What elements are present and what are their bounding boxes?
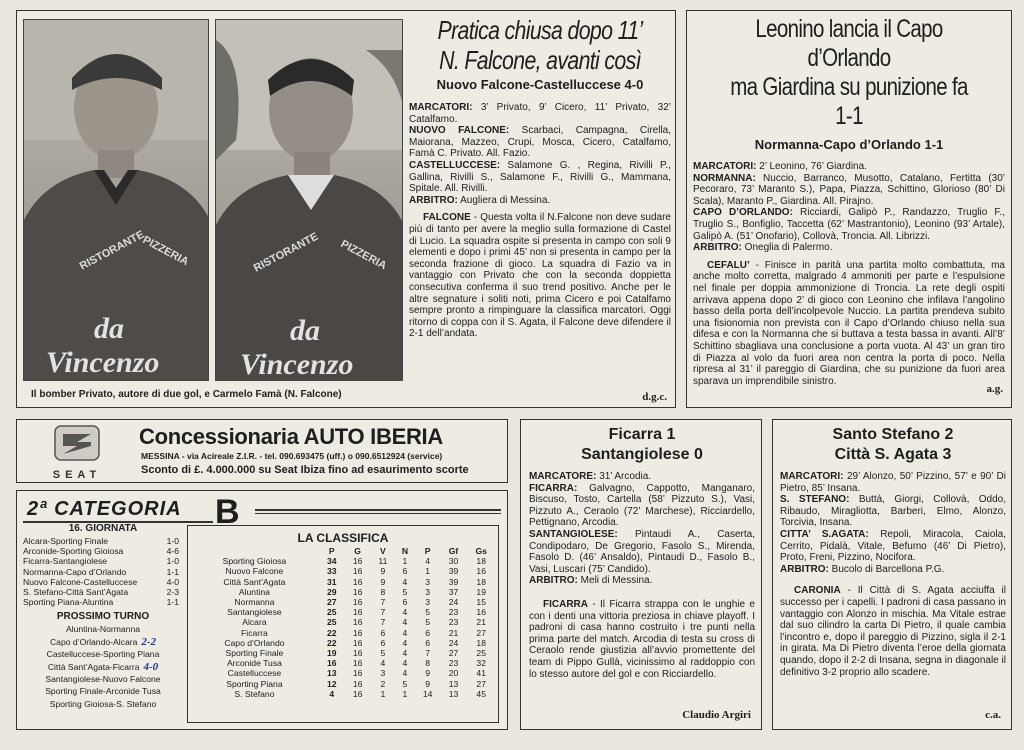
round-title: 16. GIORNATA xyxy=(68,523,138,534)
match-subhead: Nuovo Falcone-Castelluccese 4-0 xyxy=(436,77,644,92)
result-match: Arconide-Sporting Gioiosa xyxy=(23,546,124,557)
standings-team: Capo d’Orlando xyxy=(224,637,285,648)
result-score: 1-1 xyxy=(166,597,179,608)
standings-stat: 16 xyxy=(352,556,363,567)
standings-stat: 30 xyxy=(448,556,459,567)
standings-stat: 3 xyxy=(380,668,386,679)
standings-stat: 7 xyxy=(380,597,386,608)
result-row xyxy=(23,567,179,577)
headline: Ficarra 1 Santangiolese 0 xyxy=(581,426,703,463)
standings-column-header: P xyxy=(424,546,431,556)
standings-points: 16 xyxy=(326,658,337,669)
standings-stat: 16 xyxy=(352,668,363,679)
standings-stat: 7 xyxy=(380,607,386,618)
next-round-title: PROSSIMO TURNO xyxy=(56,611,150,623)
standings-stat: 11 xyxy=(378,556,388,567)
author-signature: c.a. xyxy=(985,709,1001,721)
standings-stat: 6 xyxy=(402,597,408,608)
standings-stat: 9 xyxy=(380,566,386,577)
standings-stat: 19 xyxy=(476,586,486,597)
article-body: FALCONE - Questa volta il N.Falcone non deve sudare più di tanto per avere la meglio sulla formazione di Castel di Lucio. La squadra ospite si presenta in campo con soli 9 elementi e dopo i primi 45’ non si presenta in campo per la seconda frazione di gioco. La squadra di Fazio va in vantaggio con Privato che con la seconda doppietta consecutiva conferma il suo trend positivo. Anche per le altre segnature i soliti noti, prima Cicero e poi Catalfamo sempre pronto a rimpinguare la classifica marcatori. Oggi ritorno di coppa con il S. Agata, il Falcone deve difendere il 2-1 dell’andata. xyxy=(409,212,671,340)
standings-stat: 7 xyxy=(380,617,386,628)
result-match: Alcara-Sporting Finale xyxy=(23,536,109,546)
result-score: 1-1 xyxy=(166,566,179,577)
standings-stat: 16 xyxy=(352,617,363,628)
standings-stat: 41 xyxy=(476,668,486,679)
standings-stat: 16 xyxy=(352,627,363,638)
result-row xyxy=(23,587,179,597)
standings-team: Aluntina xyxy=(238,586,270,597)
result-score: 1-0 xyxy=(166,536,179,546)
standings-points: 22 xyxy=(326,637,337,648)
standings-row xyxy=(190,617,496,627)
standings-stat: 16 xyxy=(352,658,363,669)
ad-title: Concessionaria AUTO IBERIA xyxy=(139,424,443,449)
standings-team: Alcara xyxy=(242,617,267,628)
standings-points: 27 xyxy=(326,597,337,608)
standings-stat: 16 xyxy=(352,566,363,577)
author-signature: d.g.c. xyxy=(642,391,667,403)
svg-text:RISTORANTE: RISTORANTE xyxy=(77,228,147,273)
standings-table xyxy=(190,546,496,699)
category-header: 2ª CATEGORIA B xyxy=(23,495,501,529)
standings-stat: 14 xyxy=(422,688,433,699)
author-signature: Claudio Argiri xyxy=(682,709,751,721)
standings-stat: 16 xyxy=(476,607,486,618)
lineups: MARCATORE: 31’ Arcodia. FICARRA: Galvagno, Cappotto, Manganaro, Biscuso, Tosto, Cartella (58’ Pizzuto S.), Vasi, Pizzuto A., Ceraolo (72’ Marchese), Ricciardello, Pettignano, Arcodia. SANTANGIOLESE: Pintaudi A., Caserta, Condipodaro, De Gregorio, Fasolo S., Mirenda, Fasolo D. (46’ Ansaldo), Pintaudi D., Fasolo B., Vasi, Luscari (75’ Candido). ARBITRO: Meli di Messina. xyxy=(529,471,756,587)
standings-row xyxy=(190,658,496,668)
standings-stat: 4 xyxy=(402,668,408,679)
article-ficarra xyxy=(520,419,762,730)
seat-logo-icon xyxy=(39,424,115,464)
svg-text:PIZZERIA: PIZZERIA xyxy=(140,234,191,269)
standings-column-header: P xyxy=(328,546,335,556)
standings-stat: 3 xyxy=(425,597,430,608)
article-normanna xyxy=(686,10,1012,408)
standings-stat: 16 xyxy=(352,586,363,597)
standings-row xyxy=(190,628,496,638)
standings-stat: 21 xyxy=(448,627,459,638)
result-row xyxy=(23,577,179,587)
standings-row xyxy=(190,597,496,607)
standings-stat: 1 xyxy=(425,566,430,577)
standings-team: Castelluccese xyxy=(227,668,282,679)
article-body: CEFALU’ - Finisce in parità una partita molto combattuta, ma anche molto corretta, malgrado 4 ammoniti per parte e l’espulsione nel finale per doppia ammonizione di Troncia. La rete degli ospiti arrivava appena dopo 2’ di gioco con Leonino che infilava l’angolino basso della porta dell’incolpevole Nuccio. La partita prendeva subito una fisionomia non prevista con il Capo d’Orlando chiuso nella sua difesa e con la Normanna che si buttava a testa bassa in avanti. All’8’ Schittino sbagliava una conclusione a porta vuota. Al 43’ un gran tiro di Piazza al volo da fuori area non centra la porta di poco. Nella ripresa al 31’ il pareggio di Giardina, che su punizione da fuori area sparava un imprendibile sinistro. xyxy=(693,259,1005,387)
result-score: 4-6 xyxy=(166,546,179,557)
svg-text:Vincenzo: Vincenzo xyxy=(46,346,160,379)
standings-points: 33 xyxy=(326,566,337,577)
next-match: Castelluccese-Sporting Piana xyxy=(46,649,160,660)
standings-stat: 23 xyxy=(448,607,459,618)
standings-stat: 13 xyxy=(448,688,459,699)
standings-column-header: G xyxy=(354,546,361,556)
result-match: Nuovo Falcone-Castelluccese xyxy=(23,576,138,587)
standings-stat: 16 xyxy=(476,566,486,577)
headline: Leonino lancia il Capo d’Orlando ma Giardina su punizione fa 1-1 xyxy=(730,15,968,130)
standings-stat: 3 xyxy=(425,576,430,587)
results-table xyxy=(23,536,179,607)
standings-stat: 18 xyxy=(476,556,486,567)
standings-row xyxy=(190,556,496,566)
standings-stat: 23 xyxy=(448,658,459,669)
standings-row xyxy=(190,607,496,617)
standings-panel xyxy=(187,525,499,723)
standings-column-header: Gs xyxy=(475,546,487,556)
standings-stat: 4 xyxy=(402,627,408,638)
category-standings xyxy=(16,490,508,730)
standings-stat: 1 xyxy=(380,688,386,699)
lineups: MARCATORI: 2’ Leonino, 76’ Giardina. NORMANNA: Nuccio, Barranco, Musotto, Catalano, Fertitta (30’ Pecoraro, 73’ Maranto S.), Papa, Piazza, Schittino, Glorioso (80’ Di Scala), Maranto P., Giardina. All. Pirajno. CAPO D’ORLANDO: Ricciardi, Galipò P., Randazzo, Truglio F., Truglio S., Bonfiglio, Taccetta (62’ Mastrantonio), Leonino (93’ Artale), Galipò A. (51’ Onofario), Collovà, Troncia. All. Librizzi. ARBITRO: Oneglia di Palermo. xyxy=(693,161,1005,254)
player-photo-privato xyxy=(23,19,209,381)
svg-text:PIZZERIA: PIZZERIA xyxy=(338,238,389,273)
standings-points: 12 xyxy=(326,678,337,689)
standings-column-header: N xyxy=(401,546,409,556)
standings-stat: 4 xyxy=(402,576,408,587)
standings-row xyxy=(190,577,496,587)
result-match: Ficarra-Santangiolese xyxy=(23,556,108,567)
standings-row xyxy=(190,679,496,689)
standings-stat: 4 xyxy=(402,637,408,648)
article-body: FICARRA - Il Ficarra strappa con le unghie e con i denti una vittoria preziosa in chiave playoff. I padroni di casa hanno costruito i tre punti nella prima parte del match. Arcodia di testa su cross di Ceraolo rende giustizia all’avvio promettente del team di Pippo Gullà, vicinissimo al raddoppio con lo stesso autore del gol e con Ricciardello. xyxy=(529,598,755,680)
standings-team: S. Stefano xyxy=(234,688,275,699)
headline: Santo Stefano 2 Città S. Agata 3 xyxy=(832,426,954,463)
standings-stat: 16 xyxy=(352,648,363,659)
standings-stat: 7 xyxy=(425,648,430,659)
standings-row xyxy=(190,648,496,658)
author-signature: a.g. xyxy=(986,383,1003,395)
standings-stat: 1 xyxy=(402,688,408,699)
result-row xyxy=(23,536,179,546)
standings-team: Nuovo Falcone xyxy=(225,566,284,577)
standings-team: Città Sant’Agata xyxy=(223,576,286,587)
standings-stat: 2 xyxy=(380,678,386,689)
standings-points: 19 xyxy=(326,648,337,659)
lineups: MARCATORI: 29’ Alonzo, 50’ Pizzino, 57’ e 90’ Di Pietro, 85’ Insana. S. STEFANO: Buttà, Giorgi, Collovà, Oddo, Ribaudo, Miragliotta, Barberi, Elmo, Alonzo, Torcivia, Insana. CITTA’ S.AGATA: Repoli, Miracola, Caiola, Cerrito, Pidalà, Vitale, Befumo (46’ Di Pietro), Proto, Freni, Pizzino, Nocifora. ARBITRO: Bucolo di Barcellona P.G. xyxy=(780,471,1007,575)
next-round-list xyxy=(23,623,183,710)
standings-stat: 5 xyxy=(402,678,408,689)
svg-text:da: da xyxy=(290,314,320,347)
standings-stat: 27 xyxy=(476,627,486,638)
headline: Pratica chiusa dopo 11’ N. Falcone, avanti così xyxy=(437,15,643,75)
player-image-icon xyxy=(216,20,403,381)
standings-stat: 4 xyxy=(402,658,408,669)
result-score: 1-0 xyxy=(166,556,179,567)
standings-stat: 5 xyxy=(425,607,430,618)
standings-stat: 25 xyxy=(476,648,486,659)
standings-stat: 6 xyxy=(425,627,430,638)
standings-stat: 24 xyxy=(448,637,459,648)
standings-stat: 15 xyxy=(476,597,486,608)
standings-team: Sporting Gioiosa xyxy=(222,556,287,567)
article-body: CARONIA - Il Città di S. Agata acciuffa il successo per i capelli. I padroni di casa passano in vantaggio con Alonzo in mischia. Ma Vitale estrae dal suo cilindro la carta Di Pietro, il quale cambia l’incontro e, dopo il pareggio di Pizzino, sigla il 2-1 in girata. Ma Di Pietro diventa l’eroe della giornata quando, dopo il 2-2 di Insana, segna in diagonale il definitivo 3-2 proprio allo scadere. xyxy=(780,585,1006,678)
standings-team: Sporting Piana xyxy=(226,678,283,689)
result-row xyxy=(23,597,179,607)
standings-column-header: V xyxy=(380,546,386,556)
standings-stat: 9 xyxy=(425,668,430,679)
result-row xyxy=(23,546,179,556)
standings-stat: 16 xyxy=(352,688,363,699)
standings-row xyxy=(190,638,496,648)
standings-stat: 5 xyxy=(425,617,430,628)
standings-stat: 32 xyxy=(476,658,486,669)
next-match: Aluntina-Normanna xyxy=(65,624,141,635)
standings-stat: 24 xyxy=(448,597,459,608)
photo-caption: Il bomber Privato, autore di due gol, e Carmelo Famà (N. Falcone) xyxy=(31,389,342,400)
next-match: Città Sant’Agata-Ficarra 4-0 xyxy=(47,660,159,673)
result-match: Sporting Piana-Aluntina xyxy=(23,597,114,608)
standings-points: 13 xyxy=(326,668,337,679)
ad-address: MESSINA - via Acireale Z.I.R. - tel. 090.693475 (uff.) o 090.6512924 (service) xyxy=(141,451,443,461)
standings-stat: 16 xyxy=(352,597,363,608)
standings-stat: 27 xyxy=(448,648,459,659)
next-match: Sporting Finale-Arconide Tusa xyxy=(45,686,161,697)
standings-stat: 18 xyxy=(476,637,486,648)
result-match: Normanna-Capo d’Orlando xyxy=(23,566,127,577)
standings-stat: 16 xyxy=(352,637,363,648)
standings-points: 31 xyxy=(326,576,337,587)
standings-stat: 20 xyxy=(448,668,459,679)
standings-team: Santangiolese xyxy=(227,607,282,618)
next-match: Santangiolese-Nuovo Falcone xyxy=(45,674,161,685)
result-score: 4-0 xyxy=(166,576,179,587)
standings-stat: 1 xyxy=(402,556,408,567)
standings-row xyxy=(190,566,496,576)
svg-text:RISTORANTE: RISTORANTE xyxy=(251,230,321,275)
standings-stat: 16 xyxy=(352,607,363,618)
standings-points: 4 xyxy=(329,688,335,699)
standings-stat: 4 xyxy=(402,607,408,618)
standings-points: 25 xyxy=(326,607,337,618)
standings-stat: 4 xyxy=(425,556,430,567)
standings-stat: 4 xyxy=(402,617,408,628)
standings-title: LA CLASSIFICA xyxy=(297,531,389,545)
standings-stat: 6 xyxy=(425,637,430,648)
lineups: MARCATORI: 3’ Privato, 9’ Cicero, 11’ Privato, 32’ Catalfamo. NUOVO FALCONE: Scarbaci, Campagna, Cirella, Maiorana, Mazzeo, Crupi, Mosca, Cicero, Catalfamo, Famà C. Privato. All. Fazio. CASTELLUCCESE: Salamone G. , Regina, Rivilli P., Gallina, Rivilli S., Salamone F., Rivilli G., Mammana, Spitale. All. Rivilli. ARBITRO: Augliera di Messina. xyxy=(409,102,672,206)
standings-team: Arconide Tusa xyxy=(226,658,282,669)
standings-stat: 23 xyxy=(448,617,459,628)
handwritten-score: 2-2 xyxy=(141,635,157,648)
standings-points: 34 xyxy=(326,556,337,567)
standings-stat: 21 xyxy=(476,617,486,628)
result-score: 2-3 xyxy=(166,587,179,598)
standings-stat: 4 xyxy=(380,658,386,669)
svg-text:da: da xyxy=(94,312,124,345)
standings-stat: 45 xyxy=(476,688,486,699)
standings-stat: 8 xyxy=(425,658,430,669)
standings-team: Normanna xyxy=(234,597,275,608)
standings-points: 22 xyxy=(326,627,337,638)
article-falcone xyxy=(16,10,676,408)
standings-row xyxy=(190,689,496,699)
ad-auto-iberia xyxy=(16,419,508,483)
standings-stat: 9 xyxy=(425,678,430,689)
standings-stat: 6 xyxy=(380,627,386,638)
standings-stat: 8 xyxy=(380,586,386,597)
match-subhead: Normanna-Capo d’Orlando 1-1 xyxy=(754,137,944,152)
next-match: Sporting Gioiosa-S. Stefano xyxy=(49,698,157,709)
standings-stat: 6 xyxy=(380,637,386,648)
player-photo-fama xyxy=(215,19,403,381)
standings-points: 29 xyxy=(326,586,337,597)
standings-stat: 39 xyxy=(448,576,459,587)
result-match: S. Stefano-Città Sant’Agata xyxy=(23,587,129,598)
handwritten-score: 4-0 xyxy=(143,660,159,673)
player-image-icon xyxy=(24,20,209,381)
standings-stat: 18 xyxy=(476,576,486,587)
next-match: Capo d’Orlando-Alcara 2-2 xyxy=(49,635,157,648)
ad-offer: Sconto di £. 4.000.000 su Seat Ibiza fino ad esaurimento scorte xyxy=(141,464,469,476)
article-santo-stefano xyxy=(772,419,1012,730)
standings-stat: 27 xyxy=(476,678,486,689)
standings-stat: 37 xyxy=(448,586,459,597)
standings-row xyxy=(190,587,496,597)
standings-stat: 39 xyxy=(448,566,459,577)
standings-stat: 3 xyxy=(425,586,430,597)
standings-stat: 5 xyxy=(380,648,386,659)
standings-stat: 16 xyxy=(352,678,363,689)
standings-stat: 16 xyxy=(352,576,363,587)
standings-team: Sporting Finale xyxy=(225,648,284,659)
result-row xyxy=(23,556,179,566)
seat-logo: SEAT xyxy=(39,424,115,480)
standings-stat: 9 xyxy=(380,576,386,587)
standings-row xyxy=(190,668,496,678)
standings-stat: 6 xyxy=(402,566,408,577)
standings-points: 25 xyxy=(326,617,337,628)
standings-column-header: Gf xyxy=(448,546,459,556)
standings-stat: 13 xyxy=(448,678,459,689)
svg-text:Vincenzo: Vincenzo xyxy=(240,348,354,381)
standings-stat: 4 xyxy=(402,648,408,659)
standings-team: Ficarra xyxy=(241,627,268,638)
standings-stat: 5 xyxy=(402,586,408,597)
